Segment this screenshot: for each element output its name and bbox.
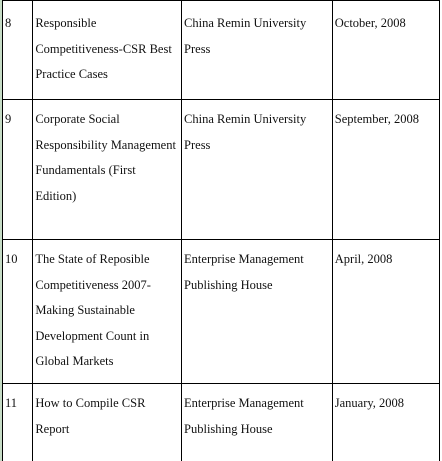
table-row	[3, 1, 440, 100]
table-row	[3, 384, 440, 461]
publication-date-cell: October, 2008	[332, 1, 439, 100]
book-title-cell: The State of Reposible Competitiveness 2007-Making Sustainable Development Count in Global Markets	[33, 240, 182, 384]
row-number-cell: 10	[3, 240, 33, 384]
table-row	[3, 240, 440, 384]
publication-date-cell: September, 2008	[332, 100, 439, 240]
table-row	[3, 100, 440, 240]
row-number-cell: 8	[3, 1, 33, 100]
publisher-cell: Enterprise Management Publishing House	[182, 240, 333, 384]
row-number-cell: 9	[3, 100, 33, 240]
publisher-cell: China Remin University Press	[182, 1, 333, 100]
publications-table	[2, 0, 440, 461]
row-number-cell: 11	[3, 384, 33, 461]
book-title-cell: Responsible Competitiveness-CSR Best Practice Cases	[33, 1, 182, 100]
publisher-cell: Enterprise Management Publishing House	[182, 384, 333, 461]
publisher-cell: China Remin University Press	[182, 100, 333, 240]
publication-date-cell: January, 2008	[332, 384, 439, 461]
book-title-cell: Corporate Social Responsibility Management Fundamentals (First Edition)	[33, 100, 182, 240]
publication-date-cell: April, 2008	[332, 240, 439, 384]
book-title-cell: How to Compile CSR Report	[33, 384, 182, 461]
